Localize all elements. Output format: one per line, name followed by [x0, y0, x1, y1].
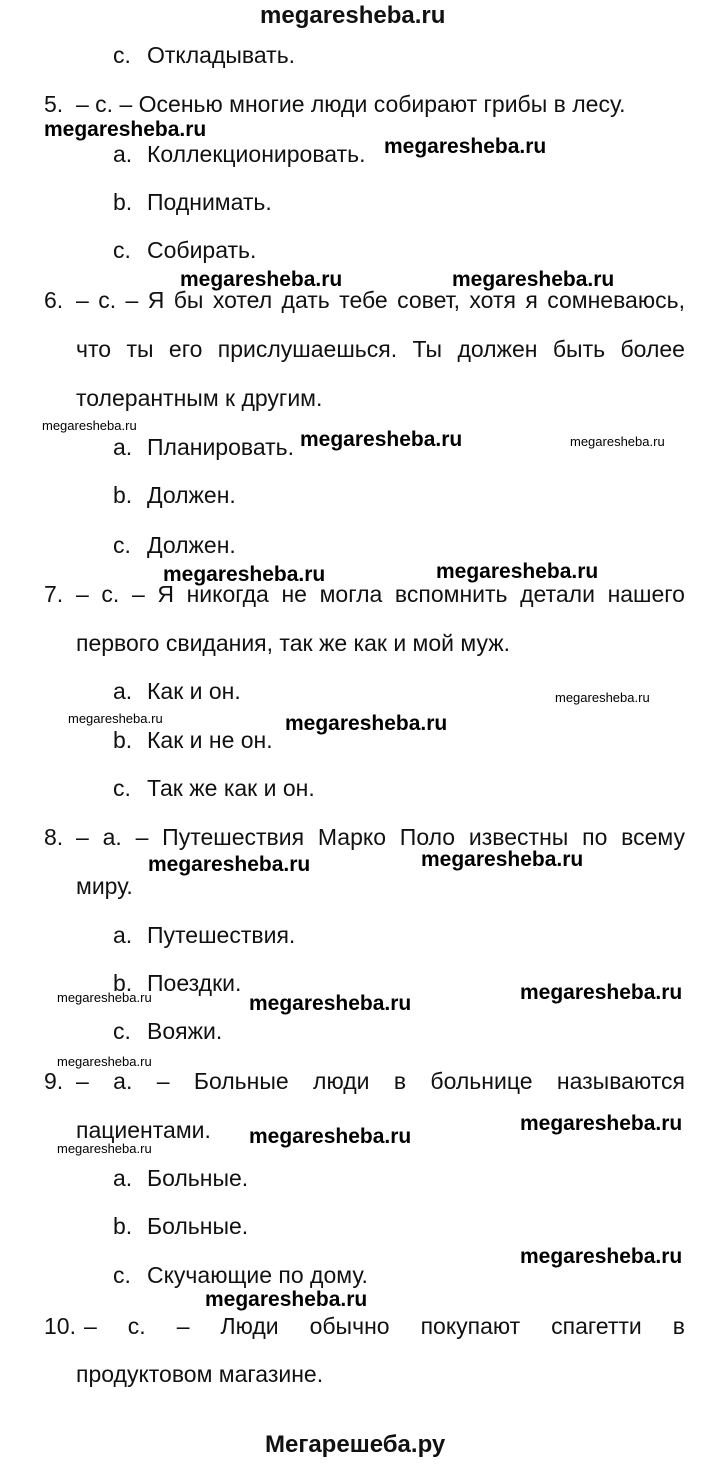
word: спагетти: [551, 1313, 642, 1339]
word: Поло: [399, 824, 456, 850]
word: никогда: [186, 581, 269, 607]
watermark-text: megaresheba.ru: [148, 853, 311, 876]
word: могла: [319, 581, 383, 607]
watermark-text: megaresheba.ru: [555, 690, 650, 705]
item-number: 9.: [44, 1068, 64, 1094]
word: Я: [157, 581, 174, 607]
footer-site-title: Мегарешеба.ру: [265, 1431, 446, 1458]
word: –: [131, 581, 145, 607]
word: –: [76, 581, 89, 607]
option-text: Откладывать.: [147, 42, 296, 68]
option-letter: b.: [113, 727, 133, 753]
word: a.: [102, 824, 122, 850]
word: –: [76, 287, 89, 313]
watermark-text: megaresheba.ru: [570, 434, 665, 449]
word: хотел: [212, 287, 273, 313]
option-letter: b.: [113, 970, 133, 996]
option-text: Так же как и он.: [147, 775, 315, 801]
option-letter: c.: [113, 1262, 131, 1288]
word: нашего: [607, 581, 685, 607]
watermark-text: megaresheba.ru: [452, 268, 615, 291]
word: –: [84, 1313, 97, 1339]
word: –: [125, 287, 139, 313]
item-number: 8.: [44, 824, 64, 850]
answer-line: [76, 822, 685, 852]
word: –: [135, 824, 149, 850]
watermark-text: megaresheba.ru: [57, 1054, 152, 1069]
option-text: Как и не он.: [147, 727, 273, 753]
option-letter: a.: [113, 678, 133, 704]
option-letter: a.: [113, 922, 133, 948]
word: –: [176, 1313, 190, 1339]
word: тебе: [339, 287, 388, 313]
word: его: [168, 336, 203, 362]
option-letter: b.: [113, 189, 133, 215]
option-text: Поездки.: [147, 970, 242, 996]
watermark-text: megaresheba.ru: [249, 992, 412, 1015]
watermark-text: megaresheba.ru: [57, 1141, 152, 1156]
word: прислушаешься.: [217, 336, 398, 362]
word: в: [393, 1068, 407, 1094]
watermark-text: megaresheba.ru: [205, 1288, 368, 1311]
option-letter: c.: [113, 775, 131, 801]
option-text: Как и он.: [147, 678, 241, 704]
watermark-text: megaresheba.ru: [44, 118, 207, 141]
answer-line: [84, 1311, 685, 1341]
option-text: Собирать.: [147, 237, 257, 263]
word: я: [525, 287, 538, 313]
watermark-text: megaresheba.ru: [520, 981, 683, 1004]
word: быть: [552, 336, 606, 362]
word: детали: [520, 581, 595, 607]
watermark-text: megaresheba.ru: [68, 711, 163, 726]
header-site-title: megaresheba.ru: [260, 2, 446, 29]
option-text: Больные.: [147, 1213, 249, 1239]
answer-line: [76, 1066, 685, 1096]
watermark-text: megaresheba.ru: [180, 268, 343, 291]
word: в: [672, 1313, 685, 1339]
watermark-text: megaresheba.ru: [520, 1245, 683, 1268]
answer-line: первого свидания, так же как и мой муж.: [76, 630, 511, 656]
item-number: 7.: [44, 581, 64, 607]
word: Больные: [193, 1068, 289, 1094]
option-letter: b.: [113, 482, 133, 508]
watermark-text: megaresheba.ru: [436, 560, 599, 583]
answer-line: миру.: [76, 873, 133, 899]
word: люди: [313, 1068, 370, 1094]
option-text: Путешествия.: [147, 922, 296, 948]
word: бы: [173, 287, 204, 313]
word: Люди: [220, 1313, 279, 1339]
option-text: Должен.: [147, 482, 236, 508]
answer-line: [76, 334, 685, 364]
word: вспомнить: [394, 581, 508, 607]
item-answer: – c. – Осенью многие люди собирают грибы в лесу.: [76, 91, 626, 117]
watermark-text: megaresheba.ru: [421, 848, 584, 871]
option-text: Должен.: [147, 532, 236, 558]
word: Марко: [317, 824, 386, 850]
watermark-text: megaresheba.ru: [520, 1112, 683, 1135]
word: c.: [98, 287, 117, 313]
word: по: [582, 824, 608, 850]
answer-line: продуктовом магазине.: [76, 1361, 324, 1387]
option-letter: c.: [113, 1018, 131, 1044]
option-letter: a.: [113, 1165, 133, 1191]
answer-line: пациентами.: [76, 1117, 211, 1143]
word: –: [76, 824, 89, 850]
word: называются: [556, 1068, 685, 1094]
option-letter: c.: [113, 42, 131, 68]
option-text: Поднимать.: [147, 189, 272, 215]
option-letter: b.: [113, 1213, 133, 1239]
option-letter: c.: [113, 237, 131, 263]
watermark-text: megaresheba.ru: [57, 990, 152, 1005]
word: должен: [457, 336, 538, 362]
watermark-text: megaresheba.ru: [285, 712, 448, 735]
word: Путешествия: [162, 824, 305, 850]
word: c.: [101, 581, 120, 607]
option-text: Планировать.: [147, 434, 295, 460]
word: Ты: [412, 336, 443, 362]
watermark-text: megaresheba.ru: [163, 563, 326, 586]
word: более: [620, 336, 685, 362]
option-letter: a.: [113, 434, 133, 460]
option-letter: c.: [113, 532, 131, 558]
item-number: 5.: [44, 91, 64, 117]
watermark-text: megaresheba.ru: [249, 1125, 412, 1148]
watermark-text: megaresheba.ru: [300, 428, 463, 451]
word: сомневаюсь,: [547, 287, 685, 313]
word: дать: [281, 287, 330, 313]
option-text: Больные.: [147, 1165, 249, 1191]
word: –: [156, 1068, 170, 1094]
option-letter: a.: [113, 141, 133, 167]
answer-line: толерантным к другим.: [76, 385, 323, 411]
watermark-text: megaresheba.ru: [384, 135, 547, 158]
word: a.: [113, 1068, 133, 1094]
item-number: 10.: [44, 1313, 76, 1339]
word: покупают: [420, 1313, 521, 1339]
word: что: [76, 336, 112, 362]
item-number: 6.: [44, 287, 64, 313]
word: c.: [127, 1313, 146, 1339]
option-text: Скучающие по дому.: [147, 1262, 368, 1288]
word: не: [281, 581, 307, 607]
word: хотя: [469, 287, 516, 313]
word: обычно: [309, 1313, 390, 1339]
option-text: Коллекционировать.: [147, 141, 366, 167]
word: совет,: [397, 287, 461, 313]
word: известны: [468, 824, 569, 850]
option-text: Вояжи.: [147, 1018, 223, 1044]
watermark-text: megaresheba.ru: [42, 418, 137, 433]
word: всему: [621, 824, 685, 850]
word: ты: [126, 336, 154, 362]
word: Я: [147, 287, 165, 313]
word: больнице: [430, 1068, 533, 1094]
word: –: [76, 1068, 89, 1094]
